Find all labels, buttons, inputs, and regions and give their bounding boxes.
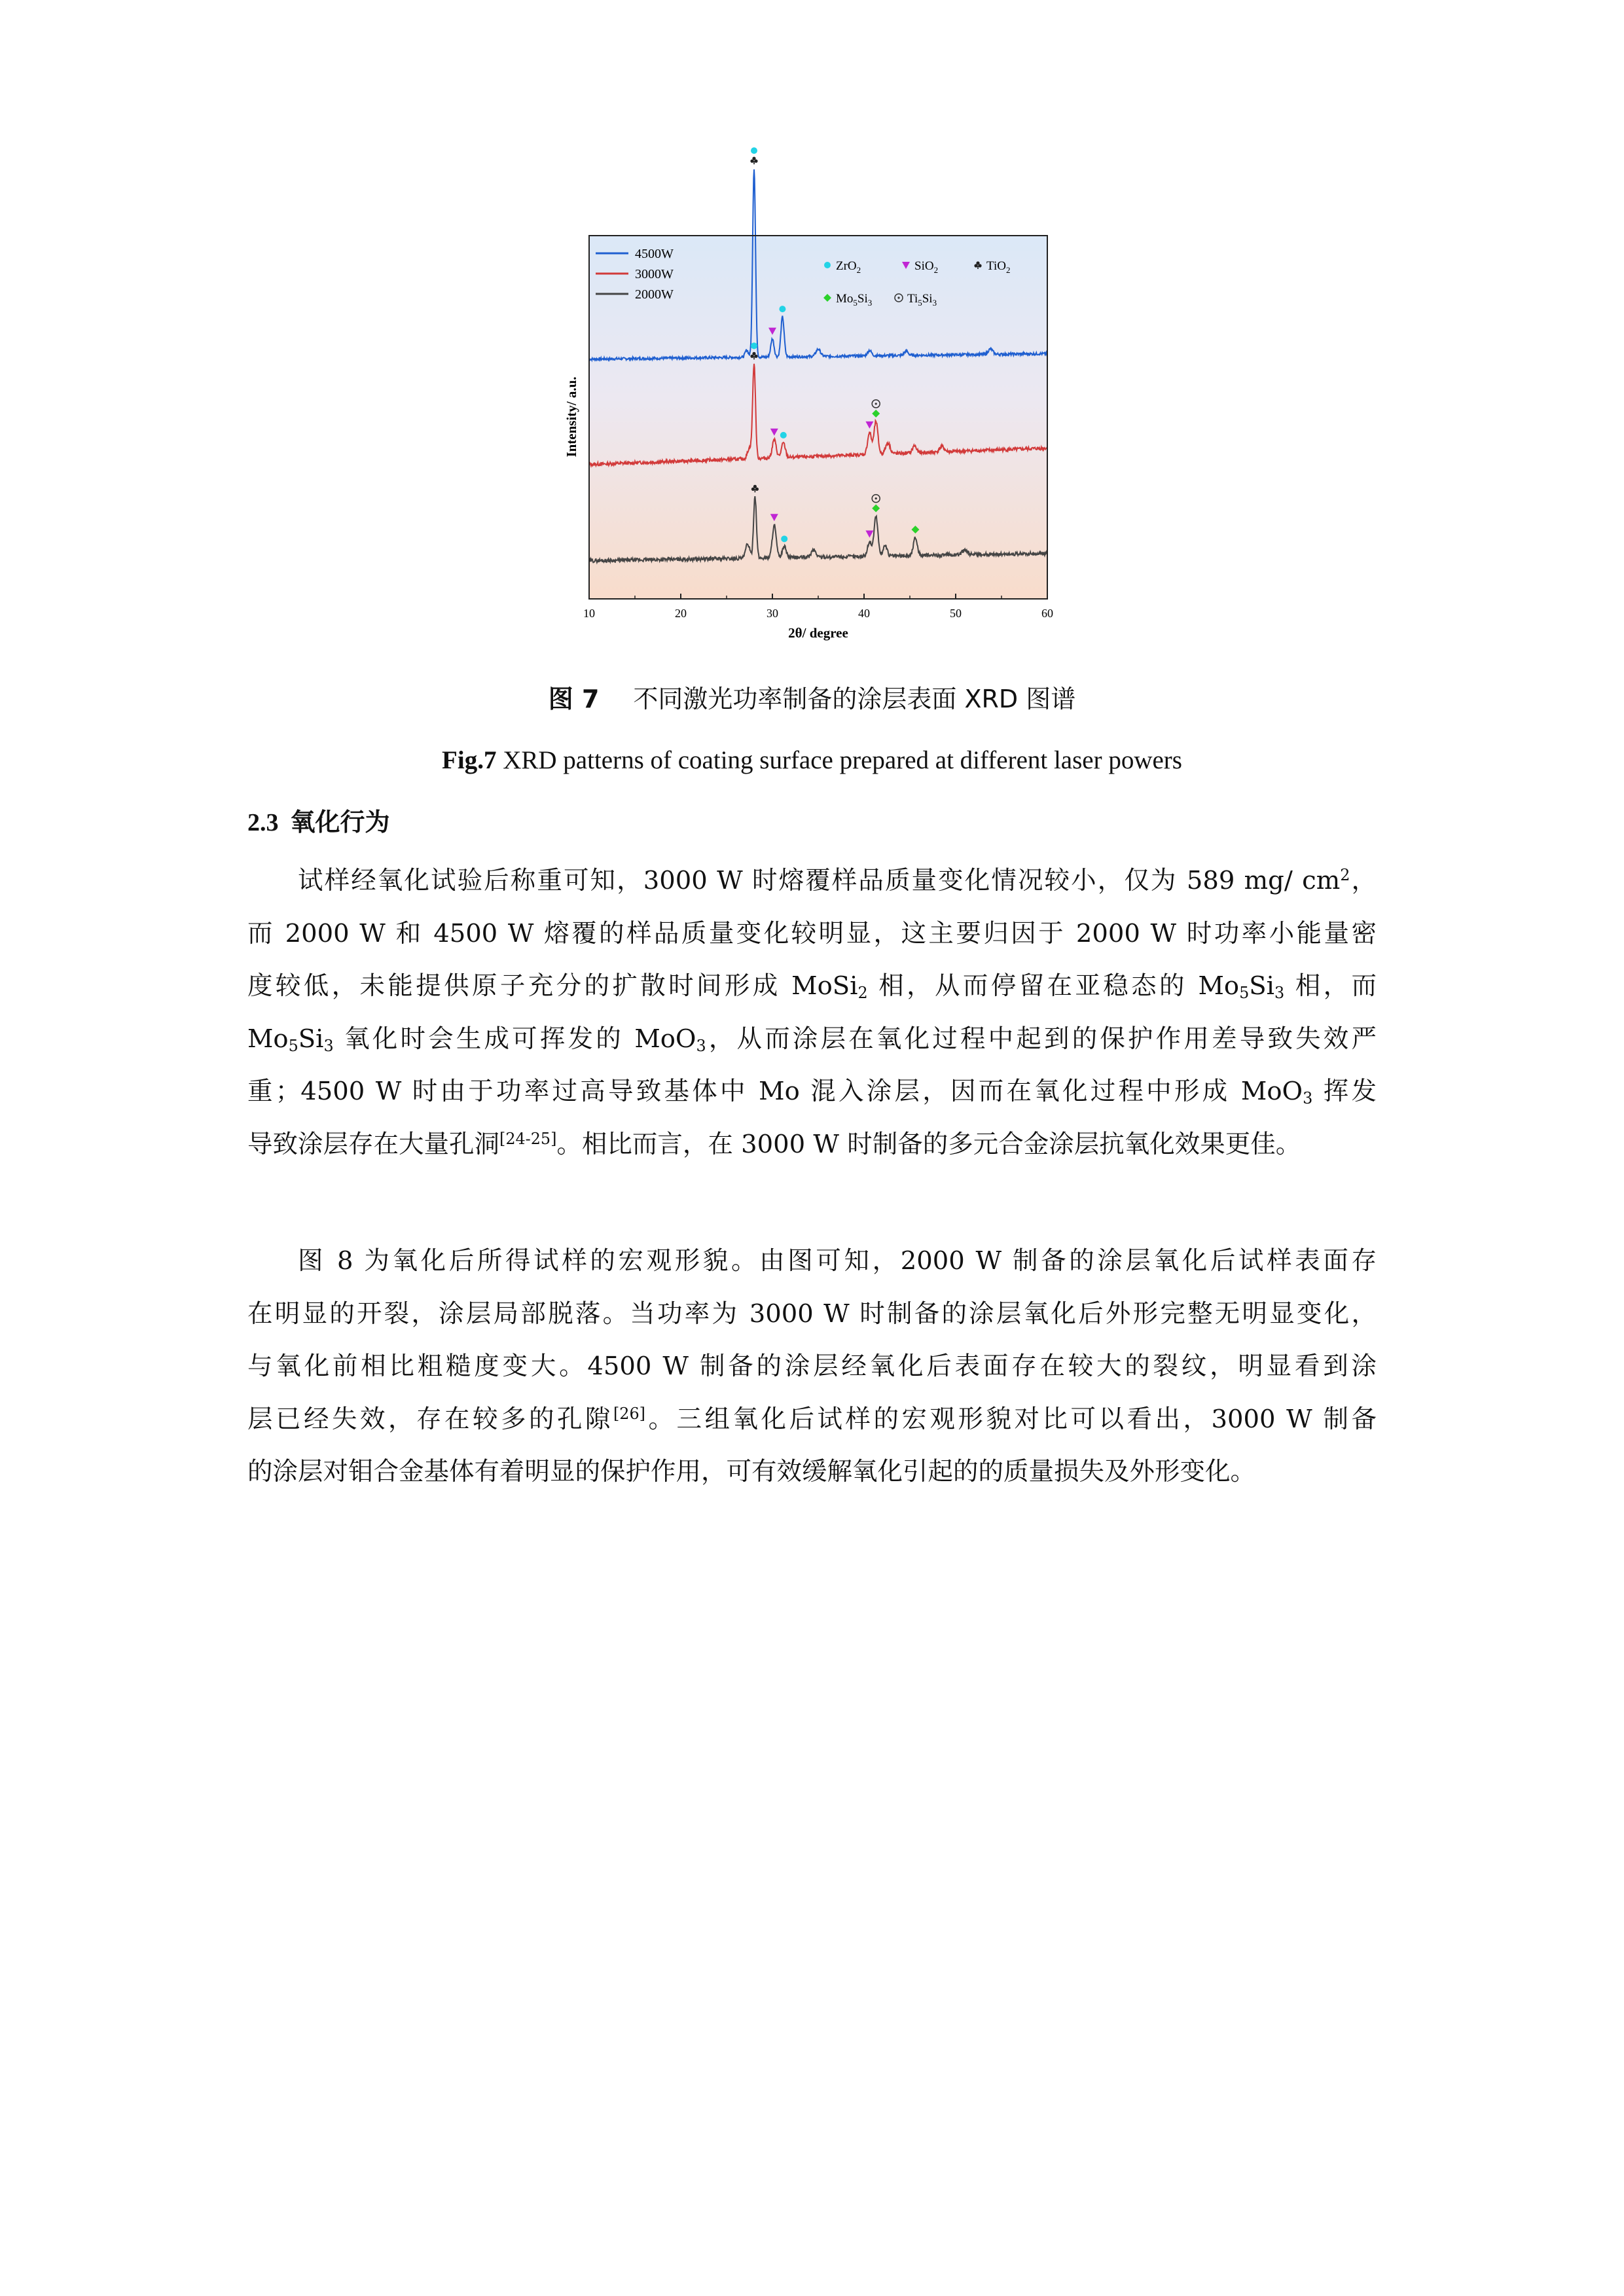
- text-run: 3: [1303, 1088, 1313, 1107]
- text-run: 层已经失效，存在较多的孔隙: [247, 1404, 613, 1434]
- phase-marker-club-lobe: [751, 488, 755, 491]
- legend-phase-sub: 3: [867, 298, 873, 308]
- legend-phase-sub: 2: [856, 265, 861, 275]
- legend-phase-sub: 3: [932, 298, 937, 308]
- legend-symbol-club-stem: [977, 266, 979, 269]
- section-title: 氧化行为: [290, 808, 390, 836]
- text-run: 2: [857, 983, 868, 1002]
- text-run: 3: [696, 1036, 706, 1055]
- figure-caption-cn: [0, 679, 1624, 719]
- text-run: 3: [323, 1036, 334, 1055]
- paragraph-line: [247, 1066, 1377, 1119]
- xrd-figure: [563, 236, 1080, 661]
- phase-marker-circle-shape: [751, 342, 757, 349]
- text-run: 重；4500 W 时由于功率过高导致基体中 Mo 混入涂层，因而在氧化过程中形成 MoO: [247, 1077, 1303, 1106]
- text-run: [26]: [613, 1404, 645, 1423]
- text-run: 相，而: [1284, 971, 1377, 1001]
- legend-phase-sub: 2: [933, 265, 939, 275]
- text-run: 挥发: [1312, 1077, 1377, 1106]
- figure-label-en: Fig.7: [442, 746, 497, 774]
- text-run: 与氧化前相比粗糙度变大。4500 W 制备的涂层经氧化后表面存在较大的裂纹，明显看到涂: [247, 1352, 1377, 1381]
- legend-phase-text: SiO: [914, 259, 934, 273]
- phase-marker-club-stem: [753, 161, 755, 164]
- section-number: 2.3: [247, 809, 279, 836]
- legend-phase-text: TiO: [986, 259, 1006, 273]
- text-run: 的涂层对钼合金基体有着明显的保护作用，可有效缓解氧化引起的的质量损失及外形变化。: [247, 1457, 1256, 1486]
- legend-label-2000W: 2000W: [635, 287, 674, 302]
- phase-marker-circle: [779, 306, 785, 312]
- text-run: Mo: [247, 1024, 289, 1054]
- paragraph-line: [247, 1119, 1377, 1172]
- paragraph-line: [247, 960, 1377, 1013]
- text-run: 试样经氧化试验后称重可知，3000 W 时熔覆样品质量变化情况较小，仅为 589 mg/ cm: [298, 866, 1341, 895]
- legend-phase-label: [907, 292, 937, 308]
- phase-marker-circle-shape: [779, 306, 785, 312]
- text-run: 。相比而言，在 3000 W 时制备的多元合金涂层抗氧化效果更佳。: [556, 1129, 1301, 1159]
- text-run: [24-25]: [499, 1129, 557, 1148]
- phase-marker-circle-shape: [781, 535, 787, 542]
- figure-label-cn: 图 7: [548, 685, 600, 713]
- legend-symbol-ring-dot: [897, 296, 899, 298]
- text-run: 度较低，未能提供原子充分的扩散时间形成 MoSi: [247, 971, 858, 1001]
- paragraph-line: [247, 1446, 1377, 1499]
- legend-phase-sub: 2: [1005, 265, 1011, 275]
- phase-marker-circle-shape: [780, 432, 787, 439]
- figure-caption-en-text: XRD patterns of coating surface prepared at different laser powers: [496, 746, 1182, 774]
- paragraph-line: [247, 855, 1377, 908]
- text-run: 3: [1274, 983, 1285, 1002]
- x-tick-label: 40: [858, 607, 870, 620]
- phase-marker-club-stem: [755, 489, 756, 492]
- phase-marker-circle-shape: [751, 147, 757, 154]
- phase-marker-club-lobe: [750, 160, 753, 163]
- text-run: ，从而涂层在氧化过程中起到的保护作用差导致失效严: [706, 1024, 1377, 1054]
- figure-caption-en: [0, 741, 1624, 780]
- x-tick-label: 10: [583, 607, 595, 620]
- legend-phase-sub: 5: [853, 298, 857, 308]
- x-tick-label: 50: [950, 607, 962, 620]
- phase-marker-club-stem: [753, 356, 755, 359]
- phase-marker-ring-dot: [875, 497, 877, 499]
- legend-phase-text: ZrO: [836, 259, 857, 273]
- phase-marker-club-lobe: [750, 355, 753, 358]
- legend-phase-text: Si: [922, 292, 933, 306]
- paragraph-line: [247, 1393, 1377, 1446]
- x-tick-label: 30: [767, 607, 778, 620]
- phase-marker-ring-dot: [875, 403, 877, 404]
- paragraph-1: [247, 855, 1377, 1171]
- x-tick-label: 20: [675, 607, 687, 620]
- text-run: 图 8 为氧化后所得试样的宏观形貌。由图可知，2000 W 制备的涂层氧化后试样表面存: [298, 1246, 1377, 1276]
- xrd-chart: [563, 236, 1080, 661]
- y-axis-label: Intensity/ a.u.: [564, 376, 579, 457]
- legend-symbol-circle-shape: [824, 262, 831, 268]
- x-tick-label: 60: [1041, 607, 1053, 620]
- phase-marker-circle: [780, 432, 787, 439]
- paragraph-line: [247, 908, 1377, 961]
- phase-marker-circle: [751, 147, 757, 154]
- figure-caption-cn-text: 不同激光功率制备的涂层表面 XRD 图谱: [633, 685, 1076, 713]
- phase-marker-circle: [781, 535, 787, 542]
- legend-symbol-club-lobe: [974, 264, 977, 267]
- legend-phase-text: Ti: [907, 292, 918, 306]
- legend-label-3000W: 3000W: [635, 267, 674, 281]
- text-run: 导致涂层存在大量孔洞: [247, 1129, 500, 1159]
- text-run: 5: [288, 1036, 298, 1055]
- paragraph-line: [247, 1288, 1377, 1341]
- legend-phase-sub: 5: [918, 298, 922, 308]
- legend-phase-text: Mo: [836, 292, 854, 306]
- text-run: ，: [1350, 866, 1377, 895]
- text-run: 氧化时会生成可挥发的 MoO: [333, 1024, 696, 1054]
- text-run: Si: [298, 1024, 324, 1054]
- phase-marker-club-lobe: [755, 488, 759, 491]
- text-run: 在明显的开裂，涂层局部脱落。当功率为 3000 W 时制备的涂层氧化后外形完整无明显变化，: [247, 1299, 1377, 1329]
- phase-marker-club: [750, 157, 757, 165]
- x-axis-label: 2θ/ degree: [788, 625, 848, 641]
- paragraph-line: [247, 1235, 1377, 1288]
- text-run: Si: [1249, 971, 1274, 1001]
- text-run: 5: [1239, 983, 1250, 1002]
- legend-symbol-circle: [824, 262, 831, 268]
- paragraph-line: [247, 1013, 1377, 1066]
- text-run: 相，从而停留在亚稳态的 Mo: [867, 971, 1240, 1001]
- section-heading: [247, 802, 390, 842]
- legend-symbol-club-lobe: [978, 264, 981, 267]
- legend-phase-text: Si: [857, 292, 868, 306]
- phase-marker-circle: [751, 342, 757, 349]
- text-run: 2: [1340, 865, 1350, 884]
- paragraph-2: [247, 1235, 1377, 1499]
- paragraph-line: [247, 1340, 1377, 1393]
- phase-marker-club-lobe: [754, 160, 757, 163]
- legend-label-4500W: 4500W: [635, 247, 674, 261]
- text-run: 。三组氧化后试样的宏观形貌对比可以看出，3000 W 制备: [645, 1404, 1377, 1434]
- phase-marker-club-lobe: [754, 355, 757, 358]
- text-run: 而 2000 W 和 4500 W 熔覆的样品质量变化较明显，这主要归因于 2000 W 时功率小能量密: [247, 918, 1377, 948]
